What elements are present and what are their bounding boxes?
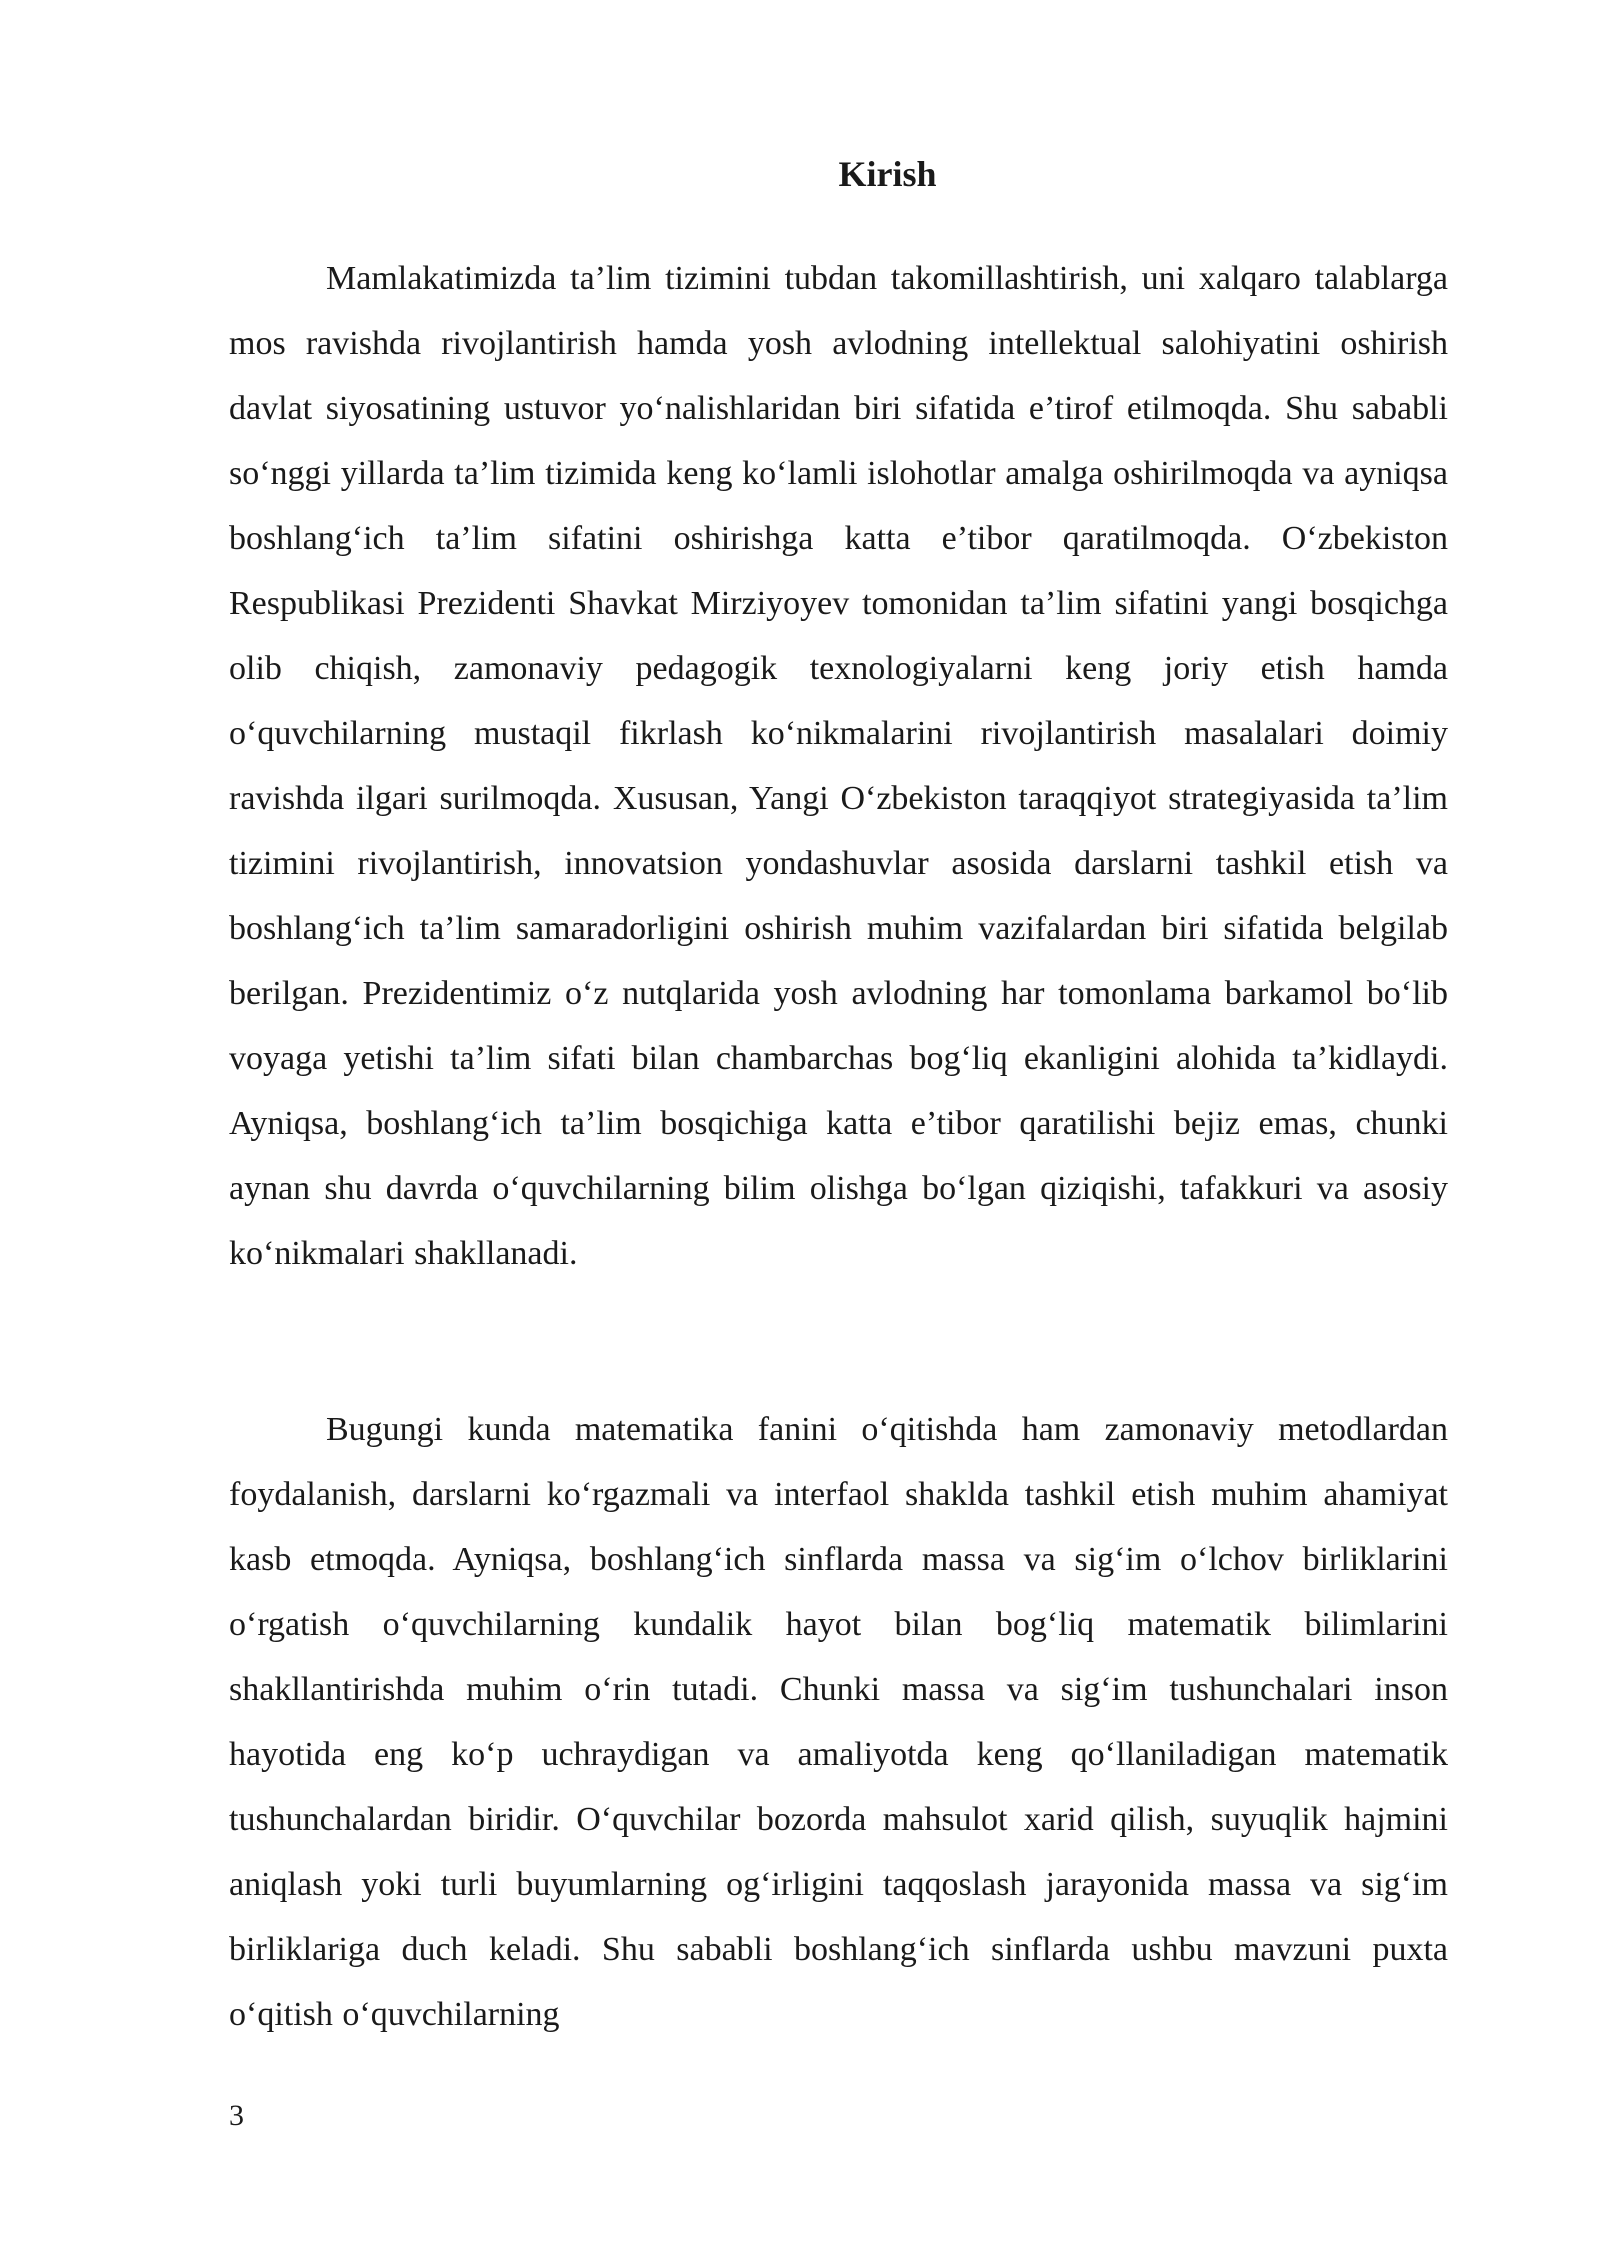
paragraph-2: Bugungi kunda matematika fanini o‘qitishda ham zamonaviy metodlardan foydalanish, darslarni ko‘rgazmali va interfaol shaklda tashkil etish muhim ahamiyat kasb etmoqda. Ayniqsa, boshlang‘ich sinflarda massa va sig‘im o‘lchov birliklarini o‘rgatish o‘quvchilarning kundalik hayot bilan bog‘liq matematik bilimlarini shakllantirishda muhim o‘rin tutadi. Chunki massa va sig‘im tushunchalari inson hayotida eng ko‘p uchraydigan va amaliyotda keng qo‘llaniladigan matematik tushunchalardan biridir. O‘quvchilar bozorda mahsulot xarid qilish, suyuqlik hajmini aniqlash yoki turli buyumlarning og‘irligini taqqoslash jarayonida massa va sig‘im birliklariga duch keladi. Shu sababli boshlang‘ich sinflarda ushbu mavzuni puxta o‘qitish o‘quvchilarning	[229, 1411, 1448, 2033]
page-number: 3	[229, 2099, 244, 2132]
paragraph-1: Mamlakatimizda ta’lim tizimini tubdan takomillashtirish, uni xalqaro talablarga mos ravishda rivojlantirish hamda yosh avlodning intellektual salohiyatini oshirish davlat siyosatining ustuvor yo‘nalishlaridan biri sifatida e’tirof etilmoqda. Shu sababli so‘nggi yillarda ta’lim tizimida keng ko‘lamli islohotlar amalga oshirilmoqda va ayniqsa boshlang‘ich ta’lim sifatini oshirishga katta e’tibor qaratilmoqda. O‘zbekiston Respublikasi Prezidenti Shavkat Mirziyoyev tomonidan ta’lim sifatini yangi bosqichga olib chiqish, zamonaviy pedagogik texnologiyalarni keng joriy etish hamda o‘quvchilarning mustaqil fikrlash ko‘nikmalarini rivojlantirish masalalari doimiy ravishda ilgari surilmoqda. Xususan, Yangi O‘zbekiston taraqqiyot strategiyasida ta’lim tizimini rivojlantirish, innovatsion yondashuvlar asosida darslarni tashkil etish va boshlang‘ich ta’lim samaradorligini oshirish muhim vazifalardan biri sifatida belgilab berilgan. Prezidentimiz o‘z nutqlarida yosh avlodning har tomonlama barkamol bo‘lib voyaga yetishi ta’lim sifati bilan chambarchas bog‘liq ekanligini alohida ta’kidlaydi. Ayniqsa, boshlang‘ich ta’lim bosqichiga katta e’tibor qaratilishi bejiz emas, chunki aynan shu davrda o‘quvchilarning bilim olishga bo‘lgan qiziqishi, tafakkuri va asosiy ko‘nikmalari shakllanadi.	[229, 260, 1448, 1272]
section-title: Kirish	[838, 154, 937, 194]
